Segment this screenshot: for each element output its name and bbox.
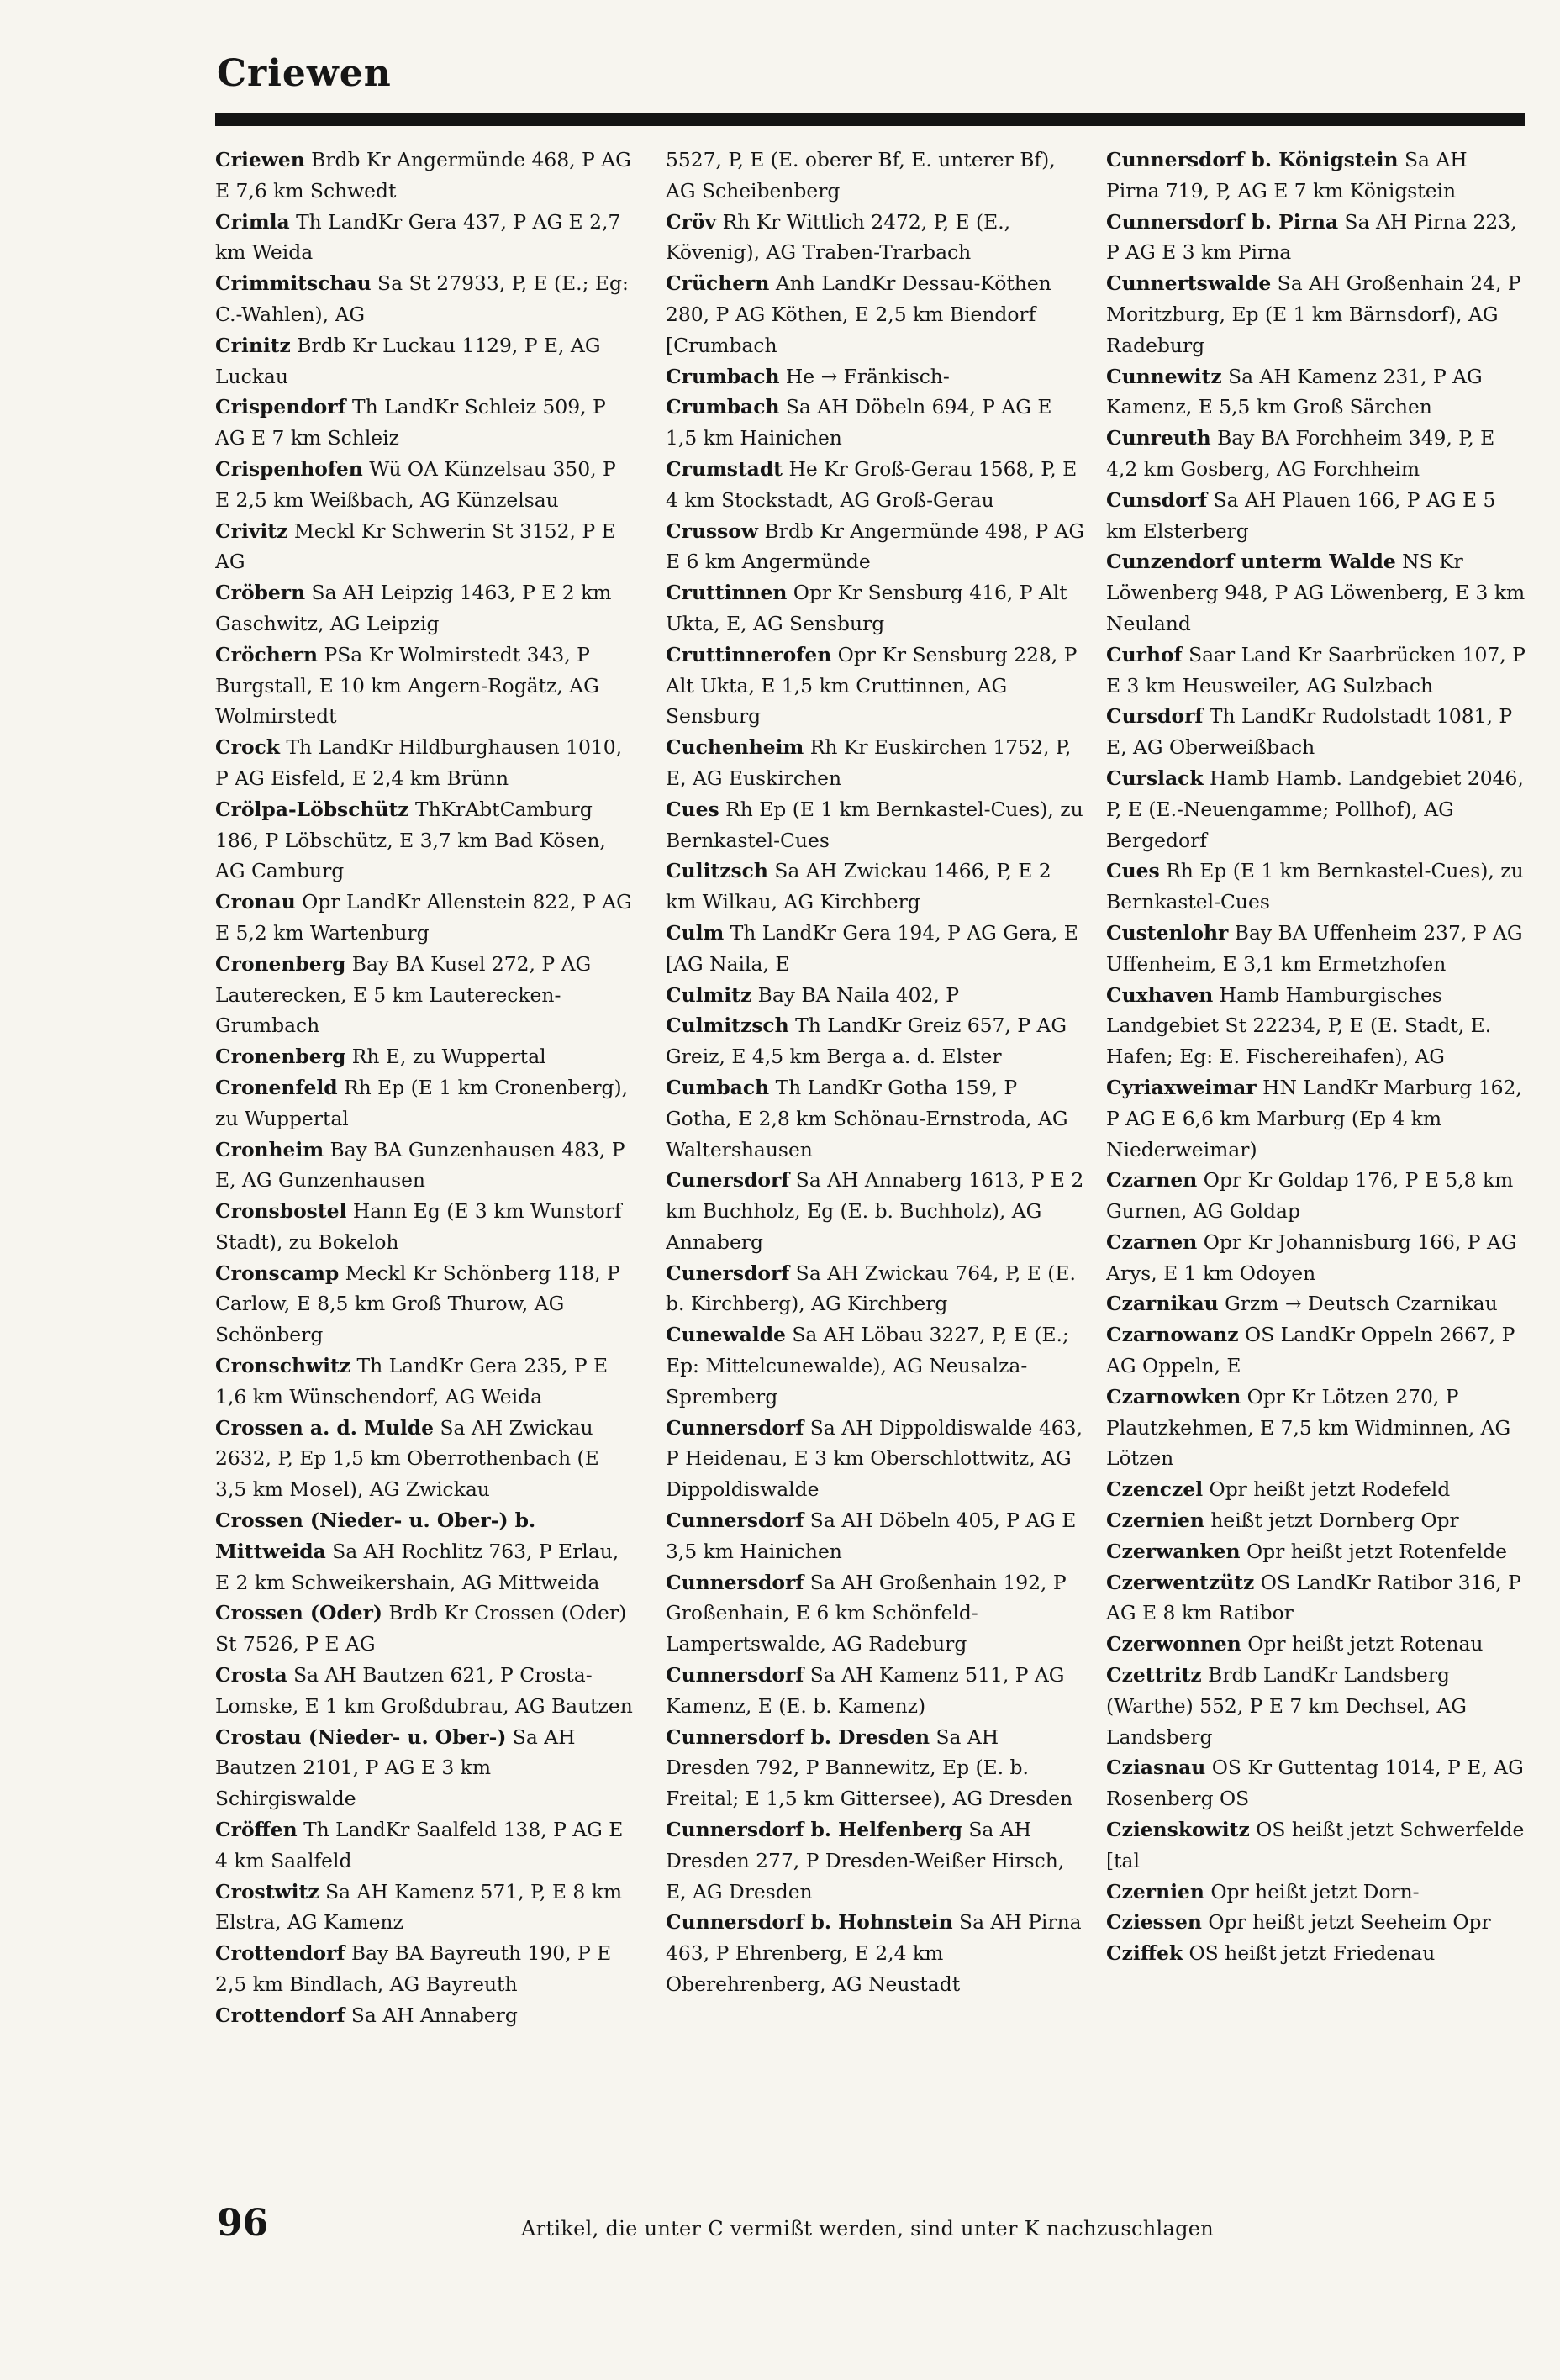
entry-headword: Cuchenheim <box>666 735 804 760</box>
gazetteer-entry <box>666 392 1086 454</box>
entry-text: Bay BA Gunzenhausen 483, P E, AG Gunzenhausen <box>215 1137 625 1193</box>
entry-headword: Czarnen <box>1106 1229 1198 1254</box>
page-title: Criewen <box>217 52 392 95</box>
entry-headword: Custenlohr <box>1106 920 1229 945</box>
header-rule <box>215 113 1525 126</box>
entry-headword: Cronenfeld <box>215 1075 338 1099</box>
gazetteer-entry <box>215 2000 635 2031</box>
entry-text: Opr Kr Sensburg 416, P Alt Ukta, E, AG Sensburg <box>666 581 1067 635</box>
gazetteer-entry <box>215 1041 635 1072</box>
entry-text: Sa AH Pirna 223, P AG E 3 km Pirna <box>1106 209 1517 265</box>
entry-headword: Cuxhaven <box>1106 982 1214 1007</box>
entry-headword: Cröv <box>666 209 717 234</box>
gazetteer-entry <box>666 1660 1086 1722</box>
entry-headword: Cunnewitz <box>1106 364 1222 388</box>
entry-text: OS LandKr Oppeln 2667, P AG Oppeln, E <box>1106 1323 1515 1378</box>
entry-text: Sa AH Dresden 792, P Bannewitz, Ep (E. b. Freital; E 1,5 km Gittersee), AG Dresden <box>666 1724 1073 1811</box>
entry-text: Sa AH Kamenz 511, P AG Kamenz, E (E. b. Kamenz) <box>666 1663 1065 1718</box>
gazetteer-entry <box>215 145 635 207</box>
entry-text: OS heißt jetzt Schwerfelde [tal <box>1106 1818 1525 1872</box>
entry-text: Th LandKr Gera 194, P AG Gera, E [AG Naila, E <box>666 920 1078 976</box>
entry-text: NS Kr Löwenberg 948, P AG Löwenberg, E 3 km Neuland <box>1106 550 1526 635</box>
entry-headword: Cziffek <box>1106 1941 1183 1966</box>
entry-headword: Culmitzsch <box>666 1014 789 1038</box>
gazetteer-entry <box>1106 145 1526 207</box>
entry-text: Anh LandKr Dessau-Köthen 280, P AG Köthen, E 2,5 km Biendorf [Crumbach <box>666 271 1051 357</box>
entry-text: Sa AH Rochlitz 763, P Erlau, E 2 km Schweikershain, AG Mittweida <box>215 1539 619 1594</box>
entry-text: Brdb Kr Angermünde 468, P AG E 7,6 km Schwedt <box>215 148 631 203</box>
entry-headword: Cunsdorf <box>1106 487 1208 512</box>
gazetteer-entry <box>666 1505 1086 1567</box>
entry-text: Rh Kr Wittlich 2472, P, E (E., Kövenig), AG Traben-Trarbach <box>666 209 1011 265</box>
entry-text: Sa AH Bautzen 2101, P AG E 3 km Schirgiswalde <box>215 1724 576 1811</box>
entry-text: PSa Kr Wolmirstedt 343, P Burgstall, E 10 km Angern-Rogätz, AG Wolmirstedt <box>215 642 599 729</box>
gazetteer-entry <box>1106 1382 1526 1474</box>
gazetteer-entry <box>666 1165 1086 1257</box>
entry-headword: Czernien <box>1106 1509 1204 1533</box>
entry-headword: Czerwanken <box>1106 1539 1241 1563</box>
gazetteer-entry <box>1106 1629 1526 1660</box>
entry-text: Hamb Hamb. Landgebiet 2046, P, E (E.-Neuengamme; Pollhof), AG Bergedorf <box>1106 766 1524 852</box>
column-left <box>215 145 635 2187</box>
entry-text: Bay BA Uffenheim 237, P AG Uffenheim, E 3,1 km Ermetzhofen <box>1106 920 1523 976</box>
entry-headword: Czarnowanz <box>1106 1323 1239 1347</box>
gazetteer-entry <box>215 392 635 454</box>
entry-headword: Czernien <box>1106 1879 1204 1903</box>
entry-headword: Cronau <box>215 890 296 914</box>
gazetteer-entry <box>215 887 635 949</box>
entry-text: Grzm → Deutsch Czarnikau <box>1225 1292 1498 1316</box>
gazetteer-entry <box>1106 1536 1526 1567</box>
gazetteer-entry <box>215 1413 635 1505</box>
entry-text: Sa AH Großenhain 192, P Großenhain, E 6 km Schönfeld-Lampertswalde, AG Radeburg <box>666 1570 1067 1656</box>
entry-headword: Cunnersdorf <box>666 1570 804 1594</box>
gazetteer-entry <box>215 577 635 640</box>
gazetteer-entry <box>666 1413 1086 1505</box>
entry-text: Opr Kr Goldap 176, P E 5,8 km Gurnen, AG Goldap <box>1106 1168 1514 1224</box>
entry-text: Opr Kr Lötzen 270, P Plautzkehmen, E 7,5 km Widminnen, AG Lötzen <box>1106 1384 1511 1471</box>
entry-text: Bay BA Kusel 272, P AG Lauterecken, E 5 km Lauterecken-Grumbach <box>215 951 592 1038</box>
entry-text: Sa AH Großenhain 24, P Moritzburg, Ep (E 1 km Bärnsdorf), AG Radeburg <box>1106 271 1521 357</box>
entry-text: Saar Land Kr Saarbrücken 107, P E 3 km Heusweiler, AG Sulzbach <box>1106 642 1526 698</box>
gazetteer-entry <box>666 1319 1086 1412</box>
gazetteer-entry <box>215 1814 635 1877</box>
entry-text: Sa AH Bautzen 621, P Crosta-Lomske, E 1 km Großdubrau, AG Bautzen <box>215 1663 633 1718</box>
entry-headword: Cues <box>1106 859 1160 883</box>
entry-text: Th LandKr Saalfeld 138, P AG E 4 km Saalfeld <box>215 1818 624 1872</box>
gazetteer-entry <box>1106 1227 1526 1289</box>
entry-text: Rh Ep (E 1 km Cronenberg), zu Wuppertal <box>215 1075 629 1130</box>
entry-headword: Cröbern <box>215 581 306 605</box>
gazetteer-entry <box>215 330 635 392</box>
gazetteer-entry <box>215 1722 635 1814</box>
gazetteer-columns <box>215 145 1526 2187</box>
entry-headword: Crossen (Nieder- u. Ober-) b. Mittweida <box>215 1509 536 1563</box>
gazetteer-entry <box>1106 1660 1526 1752</box>
entry-headword: Czienskowitz <box>1106 1818 1250 1842</box>
gazetteer-entry <box>215 1877 635 1939</box>
entry-headword: Cronscamp <box>215 1261 340 1285</box>
entry-text: Sa AH Plauen 166, P AG E 5 km Elsterberg <box>1106 487 1496 543</box>
entry-headword: Czarnikau <box>1106 1292 1219 1316</box>
entry-text: Brdb Kr Angermünde 498, P AG E 6 km Angermünde <box>666 519 1085 574</box>
entry-headword: Cruttinnen <box>666 581 788 605</box>
page-number: 96 <box>217 2202 269 2245</box>
entry-headword: Crispenhofen <box>215 456 363 481</box>
entry-headword: Czerwentzütz <box>1106 1570 1255 1594</box>
entry-text: Sa AH Zwickau 1466, P, E 2 km Wilkau, AG Kirchberg <box>666 859 1051 914</box>
entry-text: HN LandKr Marburg 162, P AG E 6,6 km Marburg (Ep 4 km Niederweimar) <box>1106 1075 1522 1161</box>
gazetteer-entry <box>1106 1814 1526 1877</box>
gazetteer-entry <box>1106 1752 1526 1814</box>
entry-headword: Cunnertswalde <box>1106 271 1272 296</box>
entry-headword: Czarnen <box>1106 1168 1198 1193</box>
entry-headword: Crinitz <box>215 333 291 357</box>
entry-text: Sa AH Kamenz 571, P, E 8 km Elstra, AG Kamenz <box>215 1879 623 1935</box>
entry-headword: Crosta <box>215 1663 287 1688</box>
entry-headword: Cues <box>666 797 719 821</box>
entry-headword: Cunnersdorf b. Königstein <box>1106 148 1399 171</box>
gazetteer-entry <box>1106 1165 1526 1227</box>
gazetteer-entry <box>1106 361 1526 424</box>
entry-headword: Cunersdorf <box>666 1168 790 1193</box>
gazetteer-entry <box>666 732 1086 794</box>
gazetteer-entry <box>1106 763 1526 856</box>
entry-headword: Crottendorf <box>215 1941 345 1966</box>
gazetteer-entry <box>1106 918 1526 980</box>
entry-headword: Czerwonnen <box>1106 1632 1241 1656</box>
entry-text: Opr heißt jetzt Dorn- <box>1210 1879 1420 1903</box>
entry-headword: Cunnersdorf b. Hohnstein <box>666 1910 953 1935</box>
entry-headword: Crossen a. d. Mulde <box>215 1415 435 1440</box>
gazetteer-entry <box>215 794 635 887</box>
column-middle <box>666 145 1086 2187</box>
gazetteer-entry <box>1106 1877 1526 1908</box>
entry-headword: Czarnowken <box>1106 1384 1241 1409</box>
entry-text: Th LandKr Rudolstadt 1081, P E, AG Oberweißbach <box>1106 704 1513 760</box>
entry-text: Brdb Kr Luckau 1129, P E, AG Luckau <box>215 333 601 388</box>
gazetteer-entry <box>215 1660 635 1722</box>
entry-headword: Cunreuth <box>1106 426 1211 450</box>
entry-headword: Cunzendorf unterm Walde <box>1106 550 1396 574</box>
entry-text: heißt jetzt Dornberg Opr <box>1210 1509 1459 1533</box>
entry-headword: Crimla <box>215 209 290 234</box>
entry-headword: Cunnersdorf b. Dresden <box>666 1724 930 1749</box>
entry-headword: Cronschwitz <box>215 1354 351 1378</box>
entry-text: Th LandKr Gotha 159, P Gotha, E 2,8 km Schönau-Ernstroda, AG Waltershausen <box>666 1075 1068 1161</box>
entry-headword: Cumbach <box>666 1075 770 1099</box>
entry-headword: Crumbach <box>666 395 780 419</box>
entry-headword: Cronheim <box>215 1137 324 1161</box>
entry-text: OS LandKr Ratibor 316, P AG E 8 km Ratibor <box>1106 1570 1521 1625</box>
gazetteer-entry <box>1106 701 1526 763</box>
entry-headword: Curslack <box>1106 766 1204 790</box>
entry-headword: Czenczel <box>1106 1477 1204 1502</box>
entry-text: Sa AH Kamenz 231, P AG Kamenz, E 5,5 km Groß Särchen <box>1106 364 1483 419</box>
entry-text: Sa AH Zwickau 764, P, E (E. b. Kirchberg), AG Kirchberg <box>666 1261 1076 1316</box>
gazetteer-entry <box>1106 1938 1526 1969</box>
entry-headword: Crispendorf <box>215 395 346 419</box>
entry-text: Sa AH Pirna 463, P Ehrenberg, E 2,4 km Oberehrenberg, AG Neustadt <box>666 1910 1082 1997</box>
entry-headword: Crimmitschau <box>215 271 372 296</box>
entry-headword: Crölpa-Löbschütz <box>215 797 409 821</box>
entry-text: Th LandKr Greiz 657, P AG Greiz, E 4,5 km Berga a. d. Elster <box>666 1014 1067 1069</box>
gazetteer-entry <box>215 732 635 794</box>
entry-headword: Cunnersdorf <box>666 1663 804 1688</box>
gazetteer-entry <box>666 454 1086 516</box>
entry-text: Sa St 27933, P, E (E.; Eg: C.-Wahlen), AG <box>215 271 629 326</box>
gazetteer-entry <box>1106 980 1526 1072</box>
entry-text: Sa AH Annaberg 1613, P E 2 km Buchholz, Eg (E. b. Buchholz), AG Annaberg <box>666 1168 1084 1254</box>
gazetteer-entry <box>215 454 635 516</box>
gazetteer-entry <box>666 1072 1086 1165</box>
entry-text: Sa AH Döbeln 405, P AG E 3,5 km Hainichen <box>666 1509 1077 1563</box>
entry-text: Sa AH Pirna 719, P, AG E 7 km Königstein <box>1106 148 1468 203</box>
entry-headword: Cyriaxweimar <box>1106 1075 1257 1099</box>
entry-text: Th LandKr Schleiz 509, P AG E 7 km Schleiz <box>215 395 606 450</box>
gazetteer-entry <box>215 1196 635 1258</box>
entry-headword: Cunersdorf <box>666 1261 790 1285</box>
gazetteer-entry <box>1106 423 1526 485</box>
gazetteer-entry <box>215 640 635 732</box>
entry-headword: Crottendorf <box>215 2003 345 2027</box>
entry-headword: Cruttinnerofen <box>666 642 832 666</box>
gazetteer-entry <box>666 980 1086 1011</box>
entry-text: Hamb Hamburgisches Landgebiet St 22234, P, E (E. Stadt, E. Hafen; Eg: E. Fischereihafen), AG <box>1106 982 1492 1069</box>
entry-headword: Crüchern <box>666 271 770 296</box>
gazetteer-entry <box>215 949 635 1041</box>
entry-text: Brdb LandKr Landsberg (Warthe) 552, P E 7 km Dechsel, AG Landsberg <box>1106 1663 1467 1749</box>
gazetteer-entry <box>666 1567 1086 1660</box>
entry-headword: Crossen (Oder) <box>215 1601 382 1625</box>
entry-headword: Cunnersdorf b. Pirna <box>1106 209 1339 234</box>
entry-headword: Crivitz <box>215 519 288 543</box>
gazetteer-entry <box>666 1814 1086 1907</box>
entry-text: ThKrAbtCamburg 186, P Löbschütz, E 3,7 km Bad Kösen, AG Camburg <box>215 797 606 883</box>
entry-text: OS Kr Guttentag 1014, P E, AG Rosenberg OS <box>1106 1756 1524 1811</box>
entry-text: Brdb Kr Crossen (Oder) St 7526, P E AG <box>215 1601 627 1656</box>
gazetteer-entry <box>215 1505 635 1598</box>
entry-text: Opr heißt jetzt Rotenfelde <box>1246 1539 1508 1563</box>
gazetteer-entry <box>666 516 1086 578</box>
gazetteer-entry <box>1106 640 1526 702</box>
entry-text: Bay BA Naila 402, P <box>757 982 959 1007</box>
gazetteer-entry <box>215 1072 635 1135</box>
gazetteer-entry <box>666 577 1086 640</box>
entry-text: Sa AH Leipzig 1463, P E 2 km Gaschwitz, AG Leipzig <box>215 581 612 635</box>
entry-headword: Crumstadt <box>666 456 783 481</box>
entry-headword: Crumbach <box>666 364 780 388</box>
gazetteer-entry <box>1106 546 1526 639</box>
entry-headword: Cronenberg <box>215 951 346 976</box>
entry-headword: Crussow <box>666 519 759 543</box>
gazetteer-entry <box>1106 268 1526 361</box>
entry-text: Th LandKr Gera 437, P AG E 2,7 km Weida <box>215 209 621 265</box>
entry-headword: Cziasnau <box>1106 1756 1206 1780</box>
entry-headword: Culitzsch <box>666 859 768 883</box>
gazetteer-entry <box>666 1010 1086 1072</box>
entry-text: Rh Ep (E 1 km Bernkastel-Cues), zu Bernkastel-Cues <box>1106 859 1524 914</box>
entry-text: Opr heißt jetzt Rodefeld <box>1209 1477 1451 1502</box>
entry-headword: Cunnersdorf <box>666 1415 804 1440</box>
entry-text: Rh E, zu Wuppertal <box>351 1045 546 1069</box>
entry-headword: Cursdorf <box>1106 704 1204 729</box>
entry-text: Sa AH Annaberg <box>350 2003 518 2027</box>
gazetteer-entry <box>666 1258 1086 1320</box>
gazetteer-entry <box>1106 207 1526 269</box>
gazetteer-entry <box>1106 1907 1526 1938</box>
entry-text: Meckl Kr Schwerin St 3152, P E AG <box>215 519 616 574</box>
gazetteer-entry <box>666 1722 1086 1814</box>
entry-text: Opr Kr Johannisburg 166, P AG Arys, E 1 km Odoyen <box>1106 1229 1517 1285</box>
gazetteer-entry <box>666 361 1086 392</box>
gazetteer-entry <box>666 856 1086 918</box>
entry-headword: Crostwitz <box>215 1879 319 1903</box>
entry-text: Th LandKr Gera 235, P E 1,6 km Wünschendorf, AG Weida <box>215 1354 609 1409</box>
gazetteer-entry <box>215 516 635 578</box>
entry-text: Hann Eg (E 3 km Wunstorf Stadt), zu Bokeloh <box>215 1199 622 1254</box>
gazetteer-entry <box>215 1135 635 1197</box>
entry-headword: Curhof <box>1106 642 1183 666</box>
entry-headword: Culmitz <box>666 982 752 1007</box>
entry-headword: Cunnersdorf b. Helfenberg <box>666 1818 962 1842</box>
footer-note: Artikel, die unter C vermißt werden, sind unter K nachzuschlagen <box>521 2217 1215 2240</box>
entry-headword: Czettritz <box>1106 1663 1202 1688</box>
entry-text: 5527, P, E (E. oberer Bf, E. unterer Bf), AG Scheibenberg <box>666 148 1056 203</box>
entry-text: Sa AH Löbau 3227, P, E (E.; Ep: Mittelcunewalde), AG Neusalza-Spremberg <box>666 1323 1069 1409</box>
gazetteer-entry <box>666 918 1086 980</box>
entry-headword: Crock <box>215 735 280 760</box>
gazetteer-entry <box>1106 1072 1526 1165</box>
gazetteer-entry <box>1106 1319 1526 1382</box>
entry-text: Sa AH Dresden 277, P Dresden-Weißer Hirsch, E, AG Dresden <box>666 1818 1065 1903</box>
entry-text: Opr LandKr Allenstein 822, P AG E 5,2 km Wartenburg <box>215 890 632 945</box>
entry-headword: Cröffen <box>215 1818 298 1842</box>
gazetteer-entry <box>1106 1567 1526 1630</box>
column-right <box>1106 145 1526 2187</box>
gazetteer-entry <box>215 1598 635 1660</box>
gazetteer-entry <box>215 207 635 269</box>
entry-headword: Cronsbostel <box>215 1199 347 1224</box>
entry-text: Th LandKr Hildburghausen 1010, P AG Eisfeld, E 2,4 km Brünn <box>215 735 623 790</box>
entry-text: Opr heißt jetzt Seeheim Opr <box>1208 1910 1491 1935</box>
gazetteer-entry <box>666 145 1086 207</box>
gazetteer-entry <box>215 1258 635 1351</box>
gazetteer-entry <box>666 794 1086 856</box>
entry-text: Rh Kr Euskirchen 1752, P, E, AG Euskirchen <box>666 735 1072 790</box>
entry-headword: Culm <box>666 920 725 945</box>
gazetteer-entry <box>1106 856 1526 918</box>
entry-text: Meckl Kr Schönberg 118, P Carlow, E 8,5 km Groß Thurow, AG Schönberg <box>215 1261 620 1347</box>
entry-headword: Cunewalde <box>666 1323 786 1347</box>
entry-text: OS heißt jetzt Friedenau <box>1188 1941 1436 1966</box>
gazetteer-entry <box>215 268 635 330</box>
entry-text: He → Fränkisch- <box>785 364 950 388</box>
entry-headword: Cunnersdorf <box>666 1509 804 1533</box>
entry-headword: Cziessen <box>1106 1910 1202 1935</box>
gazetteer-entry <box>215 1351 635 1413</box>
gazetteer-entry <box>666 207 1086 269</box>
entry-text: Bay BA Forchheim 349, P, E 4,2 km Gosberg, AG Forchheim <box>1106 426 1495 481</box>
entry-headword: Crostau (Nieder- u. Ober-) <box>215 1724 507 1749</box>
entry-headword: Cröchern <box>215 642 319 666</box>
gazetteer-entry <box>1106 1505 1526 1536</box>
entry-headword: Cronenberg <box>215 1045 346 1069</box>
entry-text: Wü OA Künzelsau 350, P E 2,5 km Weißbach, AG Künzelsau <box>215 456 616 512</box>
entry-text: He Kr Groß-Gerau 1568, P, E 4 km Stockstadt, AG Groß-Gerau <box>666 456 1078 512</box>
gazetteer-entry <box>1106 1474 1526 1505</box>
entry-text: Bay BA Bayreuth 190, P E 2,5 km Bindlach, AG Bayreuth <box>215 1941 612 1997</box>
entry-headword: Criewen <box>215 148 305 171</box>
entry-text: Sa AH Zwickau 2632, P, Ep 1,5 km Oberrothenbach (E 3,5 km Mosel), AG Zwickau <box>215 1415 599 1502</box>
entry-text: Sa AH Dippoldiswalde 463, P Heidenau, E 3 km Oberschlottwitz, AG Dippoldiswalde <box>666 1415 1083 1502</box>
gazetteer-entry <box>666 268 1086 361</box>
gazetteer-entry <box>666 1907 1086 1999</box>
gazetteer-entry <box>215 1938 635 2000</box>
entry-text: Sa AH Döbeln 694, P AG E 1,5 km Hainichen <box>666 395 1052 450</box>
entry-text: Opr heißt jetzt Rotenau <box>1247 1632 1484 1656</box>
gazetteer-entry <box>1106 1288 1526 1319</box>
gazetteer-entry <box>666 640 1086 732</box>
gazetteer-entry <box>1106 485 1526 547</box>
entry-text: Rh Ep (E 1 km Bernkastel-Cues), zu Bernkastel-Cues <box>666 797 1083 852</box>
entry-text: Opr Kr Sensburg 228, P Alt Ukta, E 1,5 km Cruttinnen, AG Sensburg <box>666 642 1078 729</box>
